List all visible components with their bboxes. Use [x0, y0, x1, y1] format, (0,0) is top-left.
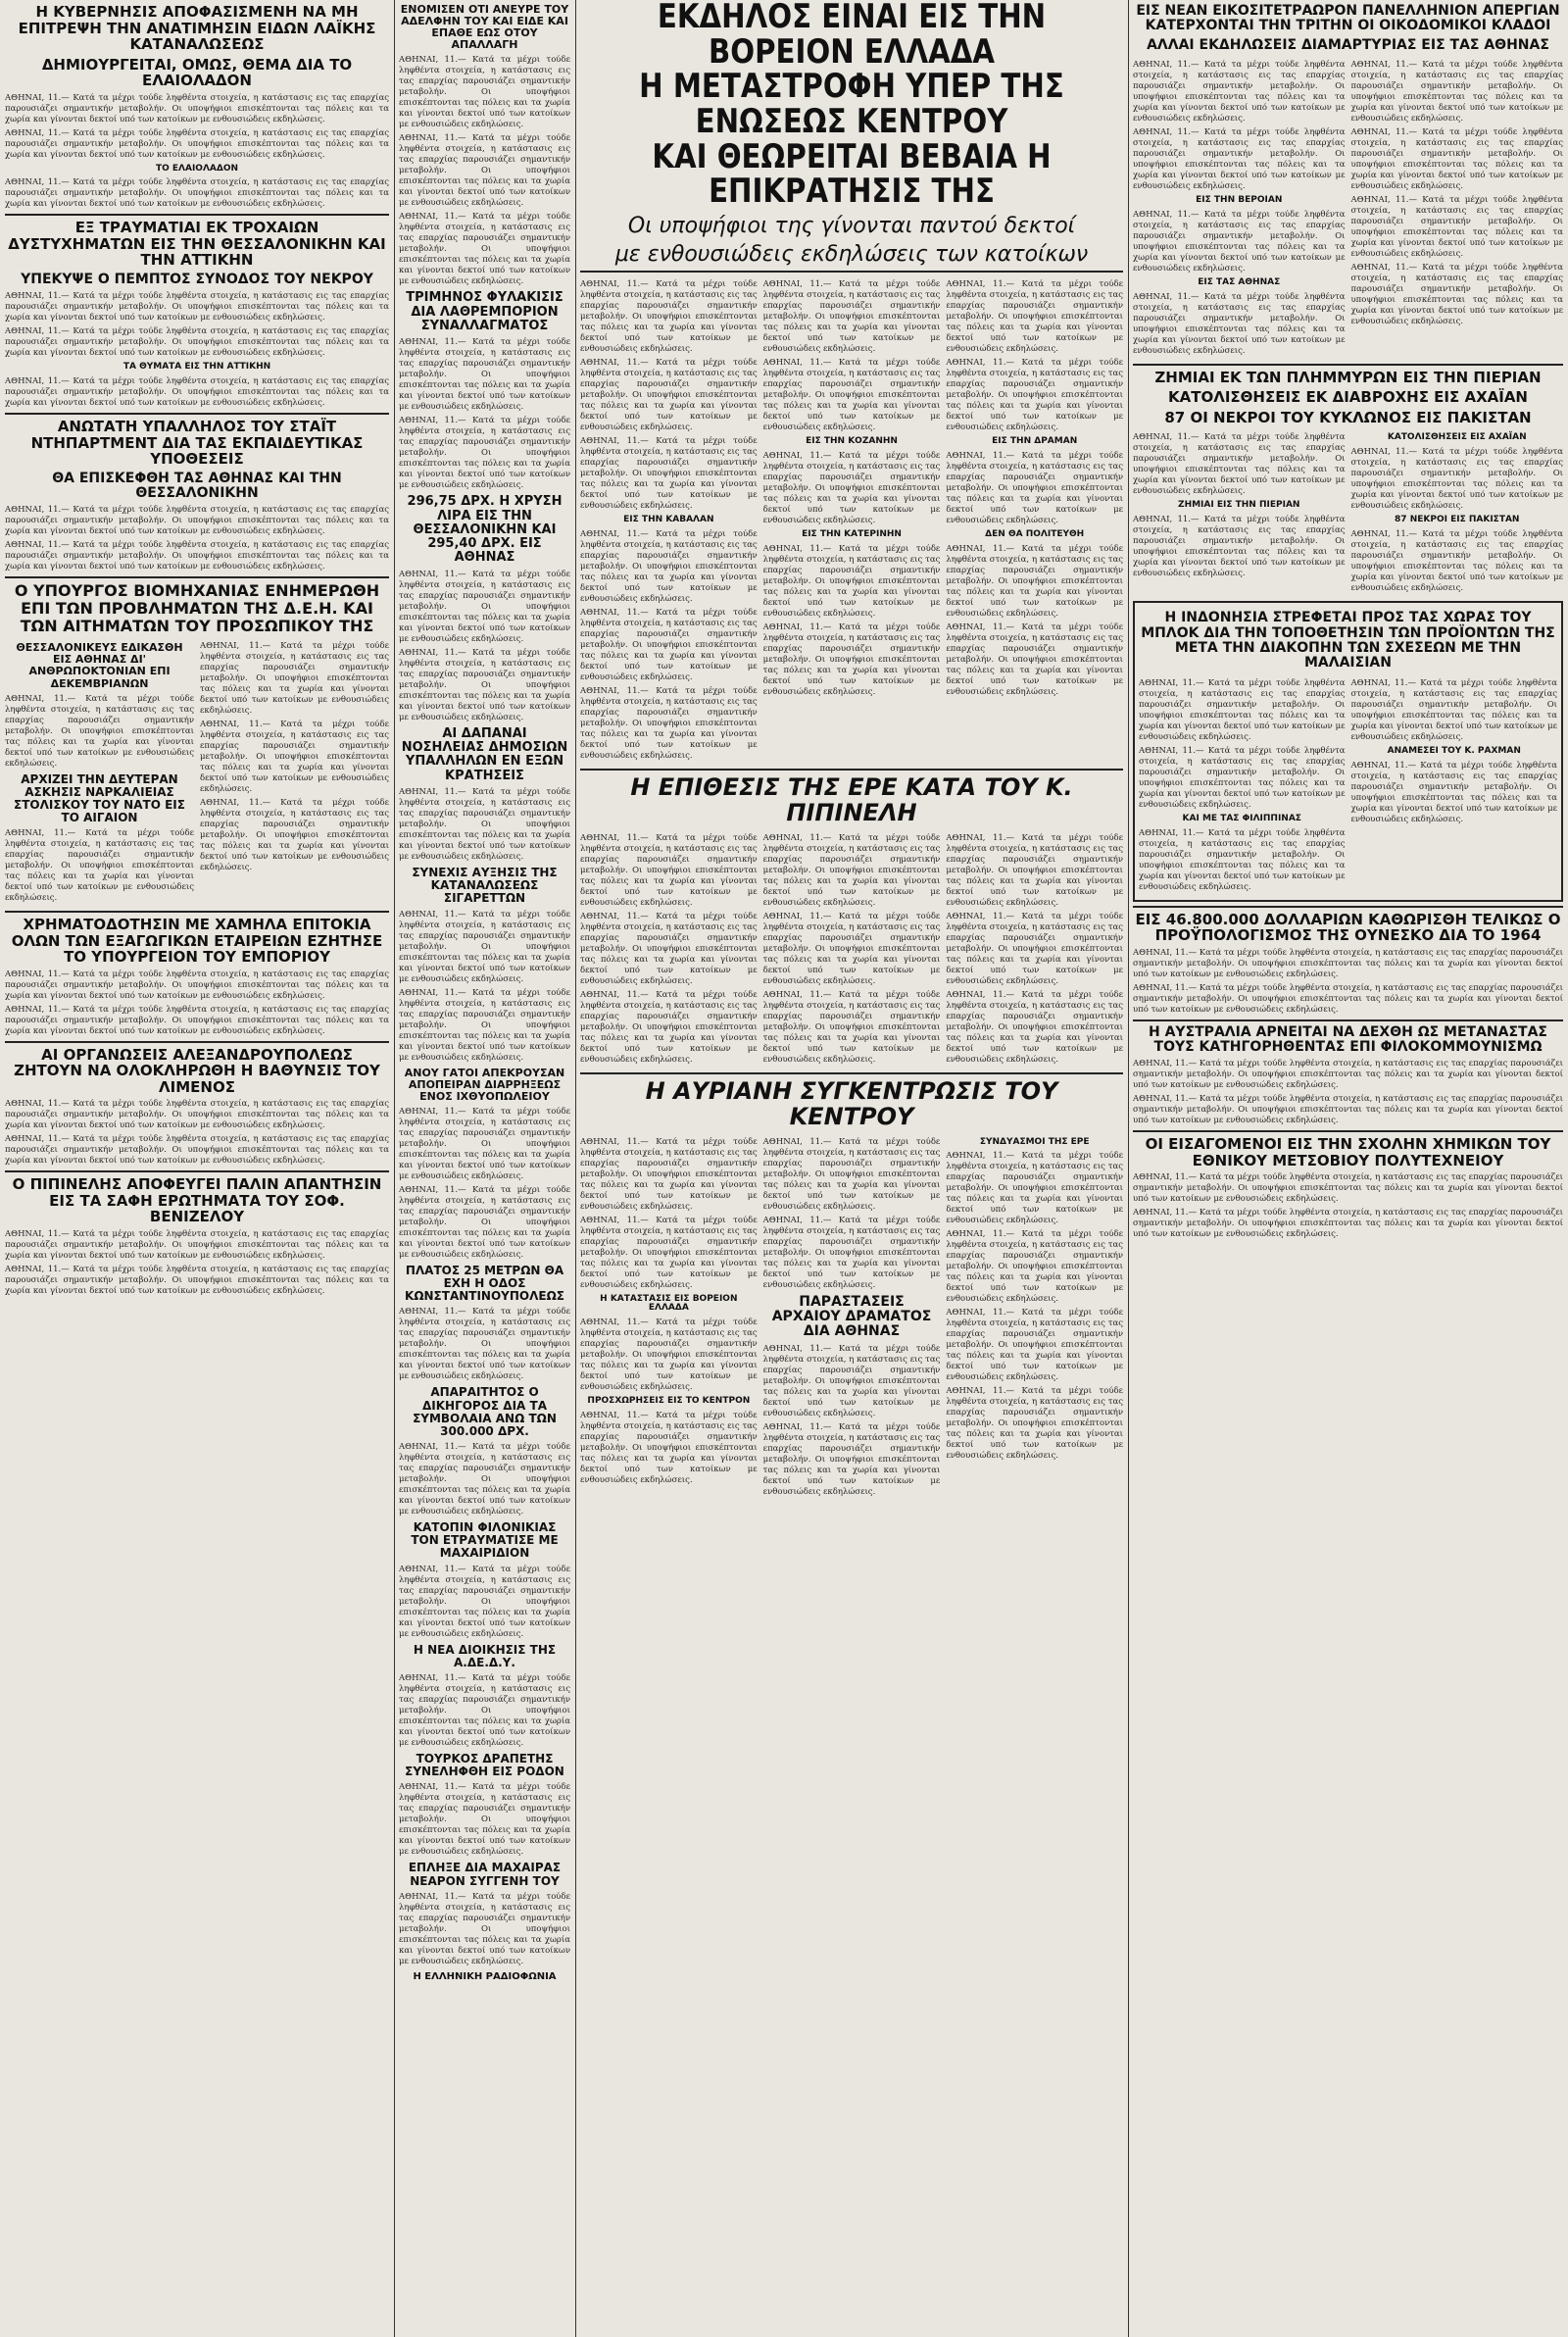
headline: ΕΙΣ 46.800.000 ΔΟΛΛΑΡΙΩΝ ΚΑΘΩΡΙΣΘΗ ΤΕΛΙΚΩΣ Ο ΠΡΟΫΠΟΛΟΓΙΣΜΟΣ ΤΗΣ ΟΥΝΕΣΚΟ ΔΙΑ ΤΟ 1964 — [1135, 910, 1561, 945]
article-text: ΑΘΗΝΑΙ, 11.— Κατά τα μέχρι τούδε ληφθέντα στοιχεία, η κατάστασις εις τας επαρχίας παρουσιάζει σημαντικήν μεταβολήν. Οι υποψήφιοι επισκέπτονται τας πόλεις και τα χωρία και γίνονται δεκτοί υπό των κατοίκων με ενθουσιώδεις εκδηλώσεις. — [1133, 432, 1346, 497]
article-text: ΑΘΗΝΑΙ, 11.— Κατά τα μέχρι τούδε ληφθέντα στοιχεία, η κατάστασις εις τας επαρχίας παρουσιάζει σημαντικήν μεταβολήν. Οι υποψήφιοι επισκέπτονται τας πόλεις και τα χωρία και γίνονται δεκτοί υπό των κατοίκων με ενθουσιώδεις εκδηλώσεις. — [399, 133, 570, 209]
article-text: ΑΘΗΝΑΙ, 11.— Κατά τα μέχρι τούδε ληφθέντα στοιχεία, η κατάστασις εις τας επαρχίας παρουσιάζει σημαντικήν μεταβολήν. Οι υποψήφιοι επισκέπτονται τας πόλεις και τα χωρία και γίνονται δεκτοί υπό των κατοίκων με ενθουσιώδεις εκδηλώσεις. — [5, 127, 389, 160]
divider — [580, 769, 1123, 771]
article-text: ΑΘΗΝΑΙ, 11.— Κατά τα μέχρι τούδε ληφθέντα στοιχεία, η κατάστασις εις τας επαρχίας παρουσιάζει σημαντικήν μεταβολήν. Οι υποψήφιοι επισκέπτονται τας πόλεις και τα χωρία και γίνονται δεκτοί υπό των κατοίκων με ενθουσιώδεις εκδηλώσεις. — [399, 569, 570, 644]
headline: ΠΛΑΤΟΣ 25 ΜΕΤΡΩΝ ΘΑ ΕΧΗ Η ΟΔΟΣ ΚΩΝΣΤΑΝΤΙΝΟΥΠΟΛΕΩΣ — [405, 1263, 564, 1304]
article-text: ΑΘΗΝΑΙ, 11.— Κατά τα μέχρι τούδε ληφθέντα στοιχεία, η κατάστασις εις τας επαρχίας παρουσιάζει σημαντικήν μεταβολήν. Οι υποψήφιοι επισκέπτονται τας πόλεις και τα χωρία και γίνονται δεκτοί υπό των κατοίκων με ενθουσιώδεις εκδηλώσεις. — [5, 969, 389, 1001]
article-text: ΑΘΗΝΑΙ, 11.— Κατά τα μέχρι τούδε ληφθέντα στοιχεία, η κατάστασις εις τας επαρχίας παρουσιάζει σημαντικήν μεταβολήν. Οι υποψήφιοι επισκέπτονται τας πόλεις και τα χωρία και γίνονται δεκτοί υπό των κατοίκων με ενθουσιώδεις εκδηλώσεις. — [5, 177, 389, 210]
headline: Η ΚΥΒΕΡΝΗΣΙΣ ΑΠΟΦΑΣΙΣΜΕΝΗ ΝΑ ΜΗ ΕΠΙΤΡΕΨΗ ΤΗΝ ΑΝΑΤΙΜΗΣΙΝ ΕΙΔΩΝ ΛΑΪΚΗΣ ΚΑΤΑΝΑΛΩΣΕΩΣ — [18, 3, 376, 53]
article-text: ΑΘΗΝΑΙ, 11.— Κατά τα μέχρι τούδε ληφθέντα στοιχεία, η κατάστασις εις τας επαρχίας παρουσιάζει σημαντικήν μεταβολήν. Οι υποψήφιοι επισκέπτονται τας πόλεις και τα χωρία και γίνονται δεκτοί υπό των κατοίκων με ενθουσιώδεις εκδηλώσεις. — [580, 1411, 758, 1486]
article-text: ΑΘΗΝΑΙ, 11.— Κατά τα μέχρι τούδε ληφθέντα στοιχεία, η κατάστασις εις τας επαρχίας παρουσιάζει σημαντικήν μεταβολήν. Οι υποψήφιοι επισκέπτονται τας πόλεις και τα χωρία και γίνονται δεκτοί υπό των κατοίκων με ενθουσιώδεις εκδηλώσεις. — [5, 1134, 389, 1167]
article-text: ΑΘΗΝΑΙ, 11.— Κατά τα μέχρι τούδε ληφθέντα στοιχεία, η κατάστασις εις τας επαρχίας παρουσιάζει σημαντικήν μεταβολήν. Οι υποψήφιοι επισκέπτονται τας πόλεις και τα χωρία και γίνονται δεκτοί υπό των κατοίκων με ενθουσιώδεις εκδηλώσεις. — [762, 451, 941, 526]
article-text: ΑΘΗΝΑΙ, 11.— Κατά τα μέχρι τούδε ληφθέντα στοιχεία, η κατάστασις εις τας επαρχίας παρουσιάζει σημαντικήν μεταβολήν. Οι υποψήφιοι επισκέπτονται τας πόλεις και τα χωρία και γίνονται δεκτοί υπό των κατοίκων με ενθουσιώδεις εκδηλώσεις. — [1133, 947, 1563, 979]
subhead: ΕΙΣ ΤΗΝ ΚΑΤΕΡΙΝΗΝ — [802, 529, 902, 540]
headline: ΕΞ ΤΡΑΥΜΑΤΙΑΙ ΕΚ ΤΡΟΧΑΙΩΝ ΔΥΣΤΥΧΗΜΑΤΩΝ ΕΙΣ ΤΗΝ ΘΕΣΣΑΛΟΝΙΚΗΝ ΚΑΙ ΤΗΝ ΑΤΤΙΚΗΝ — [8, 219, 386, 270]
headline: Η ΕΠΙΘΕΣΙΣ ΤΗΣ ΕΡΕ ΚΑΤΑ ΤΟΥ Κ. ΠΙΠΙΝΕΛΗ — [630, 773, 1073, 827]
divider — [1133, 1019, 1563, 1021]
article-text: ΑΘΗΝΑΙ, 11.— Κατά τα μέχρι τούδε ληφθέντα στοιχεία, η κατάστασις εις τας επαρχίας παρουσιάζει σημαντικήν μεταβολήν. Οι υποψήφιοι επισκέπτονται τας πόλεις και τα χωρία και γίνονται δεκτοί υπό των κατοίκων με ενθουσιώδεις εκδηλώσεις. — [580, 1136, 758, 1212]
article-text: ΑΘΗΝΑΙ, 11.— Κατά τα μέχρι τούδε ληφθέντα στοιχεία, η κατάστασις εις τας επαρχίας παρουσιάζει σημαντικήν μεταβολήν. Οι υποψήφιοι επισκέπτονται τας πόλεις και τα χωρία και γίνονται δεκτοί υπό των κατοίκων με ενθουσιώδεις εκδηλώσεις. — [946, 543, 1124, 619]
article-text: ΑΘΗΝΑΙ, 11.— Κατά τα μέχρι τούδε ληφθέντα στοιχεία, η κατάστασις εις τας επαρχίας παρουσιάζει σημαντικήν μεταβολήν. Οι υποψήφιοι επισκέπτονται τας πόλεις και τα χωρία και γίνονται δεκτοί υπό των κατοίκων με ενθουσιώδεις εκδηλώσεις. — [762, 911, 941, 986]
subhead: ΚΑΤΟΛΙΣΘΗΣΕΙΣ ΕΙΣ ΑΧΑΪΑΝ — [1387, 432, 1527, 443]
article-text: ΑΘΗΝΑΙ, 11.— Κατά τα μέχρι τούδε ληφθέντα στοιχεία, η κατάστασις εις τας επαρχίας παρουσιάζει σημαντικήν μεταβολήν. Οι υποψήφιοι επισκέπτονται τας πόλεις και τα χωρία και γίνονται δεκτοί υπό των κατοίκων με ενθουσιώδεις εκδηλώσεις. — [580, 529, 758, 605]
subhead: 87 ΝΕΚΡΟΙ ΕΙΣ ΠΑΚΙΣΤΑΝ — [1395, 515, 1520, 525]
article-text: ΑΘΗΝΑΙ, 11.— Κατά τα μέχρι τούδε ληφθέντα στοιχεία, η κατάστασις εις τας επαρχίας παρουσιάζει σημαντικήν μεταβολήν. Οι υποψήφιοι επισκέπτονται τας πόλεις και τα χωρία και γίνονται δεκτοί υπό των κατοίκων με ενθουσιώδεις εκδηλώσεις. — [200, 720, 389, 795]
article-text: ΑΘΗΝΑΙ, 11.— Κατά τα μέχρι τούδε ληφθέντα στοιχεία, η κατάστασις εις τας επαρχίας παρουσιάζει σημαντικήν μεταβολήν. Οι υποψήφιοι επισκέπτονται τας πόλεις και τα χωρία και γίνονται δεκτοί υπό των κατοίκων με ενθουσιώδεις εκδηλώσεις. — [1350, 127, 1563, 192]
article-text: ΑΘΗΝΑΙ, 11.— Κατά τα μέχρι τούδε ληφθέντα στοιχεία, η κατάστασις εις τας επαρχίας παρουσιάζει σημαντικήν μεταβολήν. Οι υποψήφιοι επισκέπτονται τας πόλεις και τα χωρία και γίνονται δεκτοί υπό των κατοίκων με ενθουσιώδεις εκδηλώσεις. — [580, 279, 758, 355]
divider — [5, 1041, 389, 1043]
headline: ΟΙ ΕΙΣΑΓΟΜΕΝΟΙ ΕΙΣ ΤΗΝ ΣΧΟΛΗΝ ΧΗΜΙΚΩΝ ΤΟΥ ΕΘΝΙΚΟΥ ΜΕΤΣΟΒΙΟΥ ΠΟΛΥΤΕΧΝΕΙΟΥ — [1145, 1135, 1551, 1169]
headline: ΤΡΙΜΗΝΟΣ ΦΥΛΑΚΙΣΙΣ ΔΙΑ ΛΑΘΡΕΜΠΟΡΙΟΝ ΣΥΝΑΛΛΑΓΜΑΤΟΣ — [406, 290, 564, 333]
article-text: ΑΘΗΝΑΙ, 11.— Κατά τα μέχρι τούδε ληφθέντα στοιχεία, η κατάστασις εις τας επαρχίας παρουσιάζει σημαντικήν μεταβολήν. Οι υποψήφιοι επισκέπτονται τας πόλεις και τα χωρία και γίνονται δεκτοί υπό των κατοίκων με ενθουσιώδεις εκδηλώσεις. — [580, 1318, 758, 1393]
article-text: ΑΘΗΝΑΙ, 11.— Κατά τα μέχρι τούδε ληφθέντα στοιχεία, η κατάστασις εις τας επαρχίας παρουσιάζει σημαντικήν μεταβολήν. Οι υποψήφιοι επισκέπτονται τας πόλεις και τα χωρία και γίνονται δεκτοί υπό των κατοίκων με ενθουσιώδεις εκδηλώσεις. — [1139, 677, 1346, 742]
headline: 87 ΟΙ ΝΕΚΡΟΙ ΤΟΥ ΚΥΚΛΩΝΟΣ ΕΙΣ ΠΑΚΙΣΤΑΝ — [1164, 408, 1532, 426]
article-text: ΑΘΗΝΑΙ, 11.— Κατά τα μέχρι τούδε ληφθέντα στοιχεία, η κατάστασις εις τας επαρχίας παρουσιάζει σημαντικήν μεταβολήν. Οι υποψήφιοι επισκέπτονται τας πόλεις και τα χωρία και γίνονται δεκτοί υπό των κατοίκων με ενθουσιώδεις εκδηλώσεις. — [762, 1343, 941, 1418]
lead-headline: ΚΑΙ ΘΕΩΡΕΙΤΑΙ ΒΕΒΑΙΑ Η ΕΠΙΚΡΑΤΗΣΙΣ ΤΗΣ — [652, 136, 1052, 212]
article-text: ΑΘΗΝΑΙ, 11.— Κατά τα μέχρι τούδε ληφθέντα στοιχεία, η κατάστασις εις τας επαρχίας παρουσιάζει σημαντικήν μεταβολήν. Οι υποψήφιοι επισκέπτονται τας πόλεις και τα χωρία και γίνονται δεκτοί υπό των κατοίκων με ενθουσιώδεις εκδηλώσεις. — [399, 1782, 570, 1858]
headline: ΚΑΤΟΠΙΝ ΦΙΛΟΝΙΚΙΑΣ ΤΟΝ ΕΤΡΑΥΜΑΤΙΣΕ ΜΕ ΜΑΧΑΙΡΙΔΙΟΝ — [411, 1520, 559, 1561]
article-text: ΑΘΗΝΑΙ, 11.— Κατά τα μέχρι τούδε ληφθέντα στοιχεία, η κατάστασις εις τας επαρχίας παρουσιάζει σημαντικήν μεταβολήν. Οι υποψήφιοι επισκέπτονται τας πόλεις και τα χωρία και γίνονται δεκτοί υπό των κατοίκων με ενθουσιώδεις εκδηλώσεις. — [946, 1151, 1124, 1226]
article-text: ΑΘΗΝΑΙ, 11.— Κατά τα μέχρι τούδε ληφθέντα στοιχεία, η κατάστασις εις τας επαρχίας παρουσιάζει σημαντικήν μεταβολήν. Οι υποψήφιοι επισκέπτονται τας πόλεις και τα χωρία και γίνονται δεκτοί υπό των κατοίκων με ενθουσιώδεις εκδηλώσεις. — [5, 92, 389, 124]
headline: ΑΝΩΤΑΤΗ ΥΠΑΛΛΗΛΟΣ ΤΟΥ ΣΤΑΪΤ ΝΤΗΠΑΡΤΜΕΝΤ ΔΙΑ ΤΑΣ ΕΚΠΑΙΔΕΥΤΙΚΑΣ ΥΠΟΘΕΣΕΙΣ — [30, 418, 364, 469]
article-text: ΑΘΗΝΑΙ, 11.— Κατά τα μέχρι τούδε ληφθέντα στοιχεία, η κατάστασις εις τας επαρχίας παρουσιάζει σημαντικήν μεταβολήν. Οι υποψήφιοι επισκέπτονται τας πόλεις και τα χωρία και γίνονται δεκτοί υπό των κατοίκων με ενθουσιώδεις εκδηλώσεις. — [399, 212, 570, 287]
headline: ΣΥΝΕΧΙΣ ΑΥΞΗΣΙΣ ΤΗΣ ΚΑΤΑΝΑΛΩΣΕΩΣ ΣΙΓΑΡΕΤΤΩΝ — [412, 865, 558, 906]
subhead: ΕΙΣ ΤΗΝ ΚΑΒΑΛΑΝ — [623, 515, 714, 525]
article-text: ΑΘΗΝΑΙ, 11.— Κατά τα μέχρι τούδε ληφθέντα στοιχεία, η κατάστασις εις τας επαρχίας παρουσιάζει σημαντικήν μεταβολήν. Οι υποψήφιοι επισκέπτονται τας πόλεις και τα χωρία και γίνονται δεκτοί υπό των κατοίκων με ενθουσιώδεις εκδηλώσεις. — [580, 1215, 758, 1290]
article-text: ΑΘΗΝΑΙ, 11.— Κατά τα μέχρι τούδε ληφθέντα στοιχεία, η κατάστασις εις τας επαρχίας παρουσιάζει σημαντικήν μεταβολήν. Οι υποψήφιοι επισκέπτονται τας πόλεις και τα χωρία και γίνονται δεκτοί υπό των κατοίκων με ενθουσιώδεις εκδηλώσεις. — [946, 451, 1124, 526]
lead-headline: Η ΜΕΤΑΣΤΡΟΦΗ ΥΠΕΡ ΤΗΣ ΕΝΩΣΕΩΣ ΚΕΝΤΡΟΥ — [639, 67, 1064, 142]
article-text: ΑΘΗΝΑΙ, 11.— Κατά τα μέχρι τούδε ληφθέντα στοιχεία, η κατάστασις εις τας επαρχίας παρουσιάζει σημαντικήν μεταβολήν. Οι υποψήφιοι επισκέπτονται τας πόλεις και τα χωρία και γίνονται δεκτοί υπό των κατοίκων με ενθουσιώδεις εκδηλώσεις. — [399, 1442, 570, 1517]
article-text: ΑΘΗΝΑΙ, 11.— Κατά τα μέχρι τούδε ληφθέντα στοιχεία, η κατάστασις εις τας επαρχίας παρουσιάζει σημαντικήν μεταβολήν. Οι υποψήφιοι επισκέπτονται τας πόλεις και τα χωρία και γίνονται δεκτοί υπό των κατοίκων με ενθουσιώδεις εκδηλώσεις. — [762, 279, 941, 355]
article-text: ΑΘΗΝΑΙ, 11.— Κατά τα μέχρι τούδε ληφθέντα στοιχεία, η κατάστασις εις τας επαρχίας παρουσιάζει σημαντικήν μεταβολήν. Οι υποψήφιοι επισκέπτονται τας πόλεις και τα χωρία και γίνονται δεκτοί υπό των κατοίκων με ενθουσιώδεις εκδηλώσεις. — [5, 505, 389, 537]
article-text: ΑΘΗΝΑΙ, 11.— Κατά τα μέχρι τούδε ληφθέντα στοιχεία, η κατάστασις εις τας επαρχίας παρουσιάζει σημαντικήν μεταβολήν. Οι υποψήφιοι επισκέπτονται τας πόλεις και τα χωρία και γίνονται δεκτοί υπό των κατοίκων με ενθουσιώδεις εκδηλώσεις. — [5, 1264, 389, 1296]
article-text: ΑΘΗΝΑΙ, 11.— Κατά τα μέχρι τούδε ληφθέντα στοιχεία, η κατάστασις εις τας επαρχίας παρουσιάζει σημαντικήν μεταβολήν. Οι υποψήφιοι επισκέπτονται τας πόλεις και τα χωρία και γίνονται δεκτοί υπό των κατοίκων με ενθουσιώδεις εκδηλώσεις. — [946, 622, 1124, 697]
article-text: ΑΘΗΝΑΙ, 11.— Κατά τα μέχρι τούδε ληφθέντα στοιχεία, η κατάστασις εις τας επαρχίας παρουσιάζει σημαντικήν μεταβολήν. Οι υποψήφιοι επισκέπτονται τας πόλεις και τα χωρία και γίνονται δεκτοί υπό των κατοίκων με ενθουσιώδεις εκδηλώσεις. — [946, 358, 1124, 433]
article-text: ΑΘΗΝΑΙ, 11.— Κατά τα μέχρι τούδε ληφθέντα στοιχεία, η κατάστασις εις τας επαρχίας παρουσιάζει σημαντικήν μεταβολήν. Οι υποψήφιοι επισκέπτονται τας πόλεις και τα χωρία και γίνονται δεκτοί υπό των κατοίκων με ενθουσιώδεις εκδηλώσεις. — [762, 622, 941, 697]
article-text: ΑΘΗΝΑΙ, 11.— Κατά τα μέχρι τούδε ληφθέντα στοιχεία, η κατάστασις εις τας επαρχίας παρουσιάζει σημαντικήν μεταβολήν. Οι υποψήφιοι επισκέπτονται τας πόλεις και τα χωρία και γίνονται δεκτοί υπό των κατοίκων με ενθουσιώδεις εκδηλώσεις. — [5, 1004, 389, 1036]
subhead: ΠΡΟΣΧΩΡΗΣΕΙΣ ΕΙΣ ΤΟ ΚΕΝΤΡΟΝ — [587, 1396, 751, 1407]
boxed-article — [1133, 601, 1563, 901]
article-text: ΑΘΗΝΑΙ, 11.— Κατά τα μέχρι τούδε ληφθέντα στοιχεία, η κατάστασις εις τας επαρχίας παρουσιάζει σημαντικήν μεταβολήν. Οι υποψήφιοι επισκέπτονται τας πόλεις και τα χωρία και γίνονται δεκτοί υπό των κατοίκων με ενθουσιώδεις εκδηλώσεις. — [5, 291, 389, 323]
article-text: ΑΘΗΝΑΙ, 11.— Κατά τα μέχρι τούδε ληφθέντα στοιχεία, η κατάστασις εις τας επαρχίας παρουσιάζει σημαντικήν μεταβολήν. Οι υποψήφιοι επισκέπτονται τας πόλεις και τα χωρία και γίνονται δεκτοί υπό των κατοίκων με ενθουσιώδεις εκδηλώσεις. — [1133, 1059, 1563, 1091]
article-text: ΑΘΗΝΑΙ, 11.— Κατά τα μέχρι τούδε ληφθέντα στοιχεία, η κατάστασις εις τας επαρχίας παρουσιάζει σημαντικήν μεταβολήν. Οι υποψήφιοι επισκέπτονται τας πόλεις και τα χωρία και γίνονται δεκτοί υπό των κατοίκων με ενθουσιώδεις εκδηλώσεις. — [1350, 195, 1563, 260]
article-text: ΑΘΗΝΑΙ, 11.— Κατά τα μέχρι τούδε ληφθέντα στοιχεία, η κατάστασις εις τας επαρχίας παρουσιάζει σημαντικήν μεταβολήν. Οι υποψήφιοι επισκέπτονται τας πόλεις και τα χωρία και γίνονται δεκτοί υπό των κατοίκων με ενθουσιώδεις εκδηλώσεις. — [399, 987, 570, 1063]
subhead: ΔΕΝ ΘΑ ΠΟΛΙΤΕΥΘΗ — [985, 529, 1085, 540]
article-text: ΑΘΗΝΑΙ, 11.— Κατά τα μέχρι τούδε ληφθέντα στοιχεία, η κατάστασις εις τας επαρχίας παρουσιάζει σημαντικήν μεταβολήν. Οι υποψήφιοι επισκέπτονται τας πόλεις και τα χωρία και γίνονται δεκτοί υπό των κατοίκων με ενθουσιώδεις εκδηλώσεις. — [1350, 529, 1563, 594]
article-text: ΑΘΗΝΑΙ, 11.— Κατά τα μέχρι τούδε ληφθέντα στοιχεία, η κατάστασις εις τας επαρχίας παρουσιάζει σημαντικήν μεταβολήν. Οι υποψήφιοι επισκέπτονται τας πόλεις και τα χωρία και γίνονται δεκτοί υπό των κατοίκων με ενθουσιώδεις εκδηλώσεις. — [5, 693, 194, 769]
divider — [5, 1170, 389, 1172]
divider — [5, 576, 389, 578]
headline: 296,75 ΔΡΧ. Η ΧΡΥΣΗ ΛΙΡΑ ΕΙΣ ΤΗΝ ΘΕΣΣΑΛΟΝΙΚΗΝ ΚΑΙ 295,40 ΔΡΧ. ΕΙΣ ΑΘΗΝΑΣ — [407, 494, 563, 566]
lead-subtitle: Οι υποψήφιοι της γίνονται παντού δεκτοί — [627, 214, 1076, 239]
article-text: ΑΘΗΝΑΙ, 11.— Κατά τα μέχρι τούδε ληφθέντα στοιχεία, η κατάστασις εις τας επαρχίας παρουσιάζει σημαντικήν μεταβολήν. Οι υποψήφιοι επισκέπτονται τας πόλεις και τα χωρία και γίνονται δεκτοί υπό των κατοίκων με ενθουσιώδεις εκδηλώσεις. — [399, 1307, 570, 1382]
article-text: ΑΘΗΝΑΙ, 11.— Κατά τα μέχρι τούδε ληφθέντα στοιχεία, η κατάστασις εις τας επαρχίας παρουσιάζει σημαντικήν μεταβολήν. Οι υποψήφιοι επισκέπτονται τας πόλεις και τα χωρία και γίνονται δεκτοί υπό των κατοίκων με ενθουσιώδεις εκδηλώσεις. — [200, 641, 389, 717]
article-text: ΑΘΗΝΑΙ, 11.— Κατά τα μέχρι τούδε ληφθέντα στοιχεία, η κατάστασις εις τας επαρχίας παρουσιάζει σημαντικήν μεταβολήν. Οι υποψήφιοι επισκέπτονται τας πόλεις και τα χωρία και γίνονται δεκτοί υπό των κατοίκων με ενθουσιώδεις εκδηλώσεις. — [1133, 1208, 1563, 1240]
article-text: ΑΘΗΝΑΙ, 11.— Κατά τα μέχρι τούδε ληφθέντα στοιχεία, η κατάστασις εις τας επαρχίας παρουσιάζει σημαντικήν μεταβολήν. Οι υποψήφιοι επισκέπτονται τας πόλεις και τα χωρία και γίνονται δεκτοί υπό των κατοίκων με ενθουσιώδεις εκδηλώσεις. — [946, 1308, 1124, 1383]
article-text: ΑΘΗΝΑΙ, 11.— Κατά τα μέχρι τούδε ληφθέντα στοιχεία, η κατάστασις εις τας επαρχίας παρουσιάζει σημαντικήν μεταβολήν. Οι υποψήφιοι επισκέπτονται τας πόλεις και τα χωρία και γίνονται δεκτοί υπό των κατοίκων με ενθουσιώδεις εκδηλώσεις. — [399, 1106, 570, 1181]
column-center — [575, 0, 1128, 2337]
article-text: ΑΘΗΝΑΙ, 11.— Κατά τα μέχρι τούδε ληφθέντα στοιχεία, η κατάστασις εις τας επαρχίας παρουσιάζει σημαντικήν μεταβολήν. Οι υποψήφιοι επισκέπτονται τας πόλεις και τα χωρία και γίνονται δεκτοί υπό των κατοίκων με ενθουσιώδεις εκδηλώσεις. — [762, 358, 941, 433]
article-text: ΑΘΗΝΑΙ, 11.— Κατά τα μέχρι τούδε ληφθέντα στοιχεία, η κατάστασις εις τας επαρχίας παρουσιάζει σημαντικήν μεταβολήν. Οι υποψήφιοι επισκέπτονται τας πόλεις και τα χωρία και γίνονται δεκτοί υπό των κατοίκων με ενθουσιώδεις εκδηλώσεις. — [580, 358, 758, 433]
headline: ΧΡΗΜΑΤΟΔΟΤΗΣΙΝ ΜΕ ΧΑΜΗΛΑ ΕΠΙΤΟΚΙΑ ΟΛΩΝ ΤΩΝ ΕΞΑΓΩΓΙΚΩΝ ΕΤΑΙΡΕΙΩΝ ΕΖΗΤΗΣΕ ΤΟ ΥΠΟΥΡΓΕΙΟΝ ΤΟΥ ΕΜΠΟΡΙΟΥ — [11, 916, 383, 967]
article-text: ΑΘΗΝΑΙ, 11.— Κατά τα μέχρι τούδε ληφθέντα στοιχεία, η κατάστασις εις τας επαρχίας παρουσιάζει σημαντικήν μεταβολήν. Οι υποψήφιοι επισκέπτονται τας πόλεις και τα χωρία και γίνονται δεκτοί υπό των κατοίκων με ενθουσιώδεις εκδηλώσεις. — [1139, 827, 1346, 892]
headline: ΥΠΕΚΥΨΕ Ο ΠΕΜΠΤΟΣ ΣΥΝΟΔΟΣ ΤΟΥ ΝΕΚΡΟΥ — [21, 271, 373, 287]
headline: ΠΑΡΑΣΤΑΣΕΙΣ ΑΡΧΑΙΟΥ ΔΡΑΜΑΤΟΣ ΔΙΑ ΑΘΗΝΑΣ — [771, 1293, 932, 1340]
article-text: ΑΘΗΝΑΙ, 11.— Κατά τα μέχρι τούδε ληφθέντα στοιχεία, η κατάστασις εις τας επαρχίας παρουσιάζει σημαντικήν μεταβολήν. Οι υποψήφιοι επισκέπτονται τας πόλεις και τα χωρία και γίνονται δεκτοί υπό των κατοίκων με ενθουσιώδεις εκδηλώσεις. — [1350, 263, 1563, 327]
article-text: ΑΘΗΝΑΙ, 11.— Κατά τα μέχρι τούδε ληφθέντα στοιχεία, η κατάστασις εις τας επαρχίας παρουσιάζει σημαντικήν μεταβολήν. Οι υποψήφιοι επισκέπτονται τας πόλεις και τα χωρία και γίνονται δεκτοί υπό των κατοίκων με ενθουσιώδεις εκδηλώσεις. — [762, 989, 941, 1065]
article-text: ΑΘΗΝΑΙ, 11.— Κατά τα μέχρι τούδε ληφθέντα στοιχεία, η κατάστασις εις τας επαρχίας παρουσιάζει σημαντικήν μεταβολήν. Οι υποψήφιοι επισκέπτονται τας πόλεις και τα χωρία και γίνονται δεκτοί υπό των κατοίκων με ενθουσιώδεις εκδηλώσεις. — [580, 686, 758, 762]
headline: Ο ΥΠΟΥΡΓΟΣ ΒΙΟΜΗΧΑΝΙΑΣ ΕΝΗΜΕΡΩΘΗ ΕΠΙ ΤΩΝ ΠΡΟΒΛΗΜΑΤΩΝ ΤΗΣ Δ.Ε.Η. ΚΑΙ ΤΩΝ ΑΙΤΗΜΑΤΩΝ ΤΟΥ ΠΡΟΣΩΠΙΚΟΥ ΤΗΣ — [14, 581, 380, 635]
article-text: ΑΘΗΝΑΙ, 11.— Κατά τα μέχρι τούδε ληφθέντα στοιχεία, η κατάστασις εις τας επαρχίας παρουσιάζει σημαντικήν μεταβολήν. Οι υποψήφιοι επισκέπτονται τας πόλεις και τα χωρία και γίνονται δεκτοί υπό των κατοίκων με ενθουσιώδεις εκδηλώσεις. — [946, 1386, 1124, 1462]
article-text: ΑΘΗΝΑΙ, 11.— Κατά τα μέχρι τούδε ληφθέντα στοιχεία, η κατάστασις εις τας επαρχίας παρουσιάζει σημαντικήν μεταβολήν. Οι υποψήφιοι επισκέπτονται τας πόλεις και τα χωρία και γίνονται δεκτοί υπό των κατοίκων με ενθουσιώδεις εκδηλώσεις. — [946, 911, 1124, 986]
article-text: ΑΘΗΝΑΙ, 11.— Κατά τα μέχρι τούδε ληφθέντα στοιχεία, η κατάστασις εις τας επαρχίας παρουσιάζει σημαντικήν μεταβολήν. Οι υποψήφιοι επισκέπτονται τας πόλεις και τα χωρία και γίνονται δεκτοί υπό των κατοίκων με ενθουσιώδεις εκδηλώσεις. — [5, 828, 194, 904]
article-text: ΑΘΗΝΑΙ, 11.— Κατά τα μέχρι τούδε ληφθέντα στοιχεία, η κατάστασις εις τας επαρχίας παρουσιάζει σημαντικήν μεταβολήν. Οι υποψήφιοι επισκέπτονται τας πόλεις και τα χωρία και γίνονται δεκτοί υπό των κατοίκων με ενθουσιώδεις εκδηλώσεις. — [1350, 60, 1563, 124]
headline: ΕΠΛΗΞΕ ΔΙΑ ΜΑΧΑΙΡΑΣ ΝΕΑΡΟΝ ΣΥΓΓΕΝΗ ΤΟΥ — [408, 1861, 562, 1888]
article-text: ΑΘΗΝΑΙ, 11.— Κατά τα μέχρι τούδε ληφθέντα στοιχεία, η κατάστασις εις τας επαρχίας παρουσιάζει σημαντικήν μεταβολήν. Οι υποψήφιοι επισκέπτονται τας πόλεις και τα χωρία και γίνονται δεκτοί υπό των κατοίκων με ενθουσιώδεις εκδηλώσεις. — [946, 1229, 1124, 1305]
article-text: ΑΘΗΝΑΙ, 11.— Κατά τα μέχρι τούδε ληφθέντα στοιχεία, η κατάστασις εις τας επαρχίας παρουσιάζει σημαντικήν μεταβολήν. Οι υποψήφιοι επισκέπτονται τας πόλεις και τα χωρία και γίνονται δεκτοί υπό των κατοίκων με ενθουσιώδεις εκδηλώσεις. — [399, 1673, 570, 1749]
headline: ΑΡΧΙΖΕΙ ΤΗΝ ΔΕΥΤΕΡΑΝ ΑΣΚΗΣΙΣ ΝΑΡΚΑΛΙΕΙΑΣ ΣΤΟΛΙΣΚΟΥ ΤΟΥ ΝΑΤΟ ΕΙΣ ΤΟ ΑΙΓΑΙΟΝ — [14, 771, 185, 825]
article-text: ΑΘΗΝΑΙ, 11.— Κατά τα μέχρι τούδε ληφθέντα στοιχεία, η κατάστασις εις τας επαρχίας παρουσιάζει σημαντικήν μεταβολήν. Οι υποψήφιοι επισκέπτονται τας πόλεις και τα χωρία και γίνονται δεκτοί υπό των κατοίκων με ενθουσιώδεις εκδηλώσεις. — [1133, 1172, 1563, 1205]
headline: Η ΝΕΑ ΔΙΟΙΚΗΣΙΣ ΤΗΣ Α.ΔΕ.Δ.Υ. — [413, 1642, 557, 1669]
article-text: ΑΘΗΝΑΙ, 11.— Κατά τα μέχρι τούδε ληφθέντα στοιχεία, η κατάστασις εις τας επαρχίας παρουσιάζει σημαντικήν μεταβολήν. Οι υποψήφιοι επισκέπτονται τας πόλεις και τα χωρία και γίνονται δεκτοί υπό των κατοίκων με ενθουσιώδεις εκδηλώσεις. — [946, 989, 1124, 1065]
lead-headline: ΕΚΔΗΛΟΣ ΕΙΝΑΙ ΕΙΣ ΤΗΝ ΒΟΡΕΙΟΝ ΕΛΛΑΔΑ — [657, 0, 1047, 72]
article-text: ΑΘΗΝΑΙ, 11.— Κατά τα μέχρι τούδε ληφθέντα στοιχεία, η κατάστασις εις τας επαρχίας παρουσιάζει σημαντικήν μεταβολήν. Οι υποψήφιοι επισκέπτονται τας πόλεις και τα χωρία και γίνονται δεκτοί υπό των κατοίκων με ενθουσιώδεις εκδηλώσεις. — [1133, 515, 1346, 579]
headline: Ο ΠΙΠΙΝΕΛΗΣ ΑΠΟΦΕΥΓΕΙ ΠΑΛΙΝ ΑΠΑΝΤΗΣΙΝ ΕΙΣ ΤΑ ΣΑΦΗ ΕΡΩΤΗΜΑΤΑ ΤΟΥ ΣΟΦ. ΒΕΝΙΖΕΛΟΥ — [12, 1175, 382, 1226]
subhead: ΣΥΝΔΥΑΣΜΟΙ ΤΗΣ ΕΡΕ — [979, 1136, 1090, 1147]
headline: Η ΕΛΛΗΝΙΚΗ ΡΑΔΙΟΦΩΝΙΑ — [413, 1970, 557, 1982]
article-text: ΑΘΗΝΑΙ, 11.— Κατά τα μέχρι τούδε ληφθέντα στοιχεία, η κατάστασις εις τας επαρχίας παρουσιάζει σημαντικήν μεταβολήν. Οι υποψήφιοι επισκέπτονται τας πόλεις και τα χωρία και γίνονται δεκτοί υπό των κατοίκων με ενθουσιώδεις εκδηλώσεις. — [1350, 447, 1563, 512]
headline: ΚΑΤΟΛΙΣΘΗΣΕΙΣ ΕΚ ΔΙΑΒΡΟΧΗΣ ΕΙΣ ΑΧΑΪΑΝ — [1168, 388, 1528, 407]
column-left — [0, 0, 394, 2337]
headline: Η ΙΝΔΟΝΗΣΙΑ ΣΤΡΕΦΕΤΑΙ ΠΡΟΣ ΤΑΣ ΧΩΡΑΣ ΤΟΥ ΜΠΛΟΚ ΔΙΑ ΤΗΝ ΤΟΠΟΘΕΤΗΣΙΝ ΤΩΝ ΠΡΟΪΟΝΤΩΝ ΤΗΣ ΜΕΤΑ ΤΗΝ ΔΙΑΚΟΠΗΝ ΤΩΝ ΣΧΕΣΕΩΝ ΜΕ ΤΗΝ ΜΑΛΑΙΣΙΑΝ — [1141, 610, 1555, 671]
headline: ΑΙ ΟΡΓΑΝΩΣΕΙΣ ΑΛΕΞΑΝΔΡΟΥΠΟΛΕΩΣ ΖΗΤΟΥΝ ΝΑ ΟΛΟΚΛΗΡΩΘΗ Η ΒΑΘΥΝΣΙΣ ΤΟΥ ΛΙΜΕΝΟΣ — [14, 1045, 380, 1096]
headline: ΘΑ ΕΠΙΣΚΕΦΘΗ ΤΑΣ ΑΘΗΝΑΣ ΚΑΙ ΤΗΝ ΘΕΣΣΑΛΟΝΙΚΗΝ — [52, 470, 342, 502]
article-text: ΑΘΗΝΑΙ, 11.— Κατά τα μέχρι τούδε ληφθέντα στοιχεία, η κατάστασις εις τας επαρχίας παρουσιάζει σημαντικήν μεταβολήν. Οι υποψήφιοι επισκέπτονται τας πόλεις και τα χωρία και γίνονται δεκτοί υπό των κατοίκων με ενθουσιώδεις εκδηλώσεις. — [1133, 210, 1346, 274]
article-text: ΑΘΗΝΑΙ, 11.— Κατά τα μέχρι τούδε ληφθέντα στοιχεία, η κατάστασις εις τας επαρχίας παρουσιάζει σημαντικήν μεταβολήν. Οι υποψήφιοι επισκέπτονται τας πόλεις και τα χωρία και γίνονται δεκτοί υπό των κατοίκων με ενθουσιώδεις εκδηλώσεις. — [1133, 1094, 1563, 1126]
subhead: ΕΙΣ ΤΑΣ ΑΘΗΝΑΣ — [1198, 277, 1281, 288]
headline: Η ΑΥΡΙΑΝΗ ΣΥΓΚΕΝΤΡΩΣΙΣ ΤΟΥ ΚΕΝΤΡΟΥ — [645, 1076, 1058, 1131]
divider — [1133, 906, 1563, 908]
subhead: ΚΑΙ ΜΕ ΤΑΣ ΦΙΛΙΠΠΙΝΑΣ — [1182, 813, 1301, 823]
article-text: ΑΘΗΝΑΙ, 11.— Κατά τα μέχρι τούδε ληφθέντα στοιχεία, η κατάστασις εις τας επαρχίας παρουσιάζει σημαντικήν μεταβολήν. Οι υποψήφιοι επισκέπτονται τας πόλεις και τα χωρία και γίνονται δεκτοί υπό των κατοίκων με ενθουσιώδεις εκδηλώσεις. — [399, 909, 570, 984]
article-text: ΑΘΗΝΑΙ, 11.— Κατά τα μέχρι τούδε ληφθέντα στοιχεία, η κατάστασις εις τας επαρχίας παρουσιάζει σημαντικήν μεταβολήν. Οι υποψήφιοι επισκέπτονται τας πόλεις και τα χωρία και γίνονται δεκτοί υπό των κατοίκων με ενθουσιώδεις εκδηλώσεις. — [5, 1099, 389, 1131]
article-text: ΑΘΗΝΑΙ, 11.— Κατά τα μέχρι τούδε ληφθέντα στοιχεία, η κατάστασις εις τας επαρχίας παρουσιάζει σημαντικήν μεταβολήν. Οι υποψήφιοι επισκέπτονται τας πόλεις και τα χωρία και γίνονται δεκτοί υπό των κατοίκων με ενθουσιώδεις εκδηλώσεις. — [762, 1215, 941, 1290]
subhead: ΕΙΣ ΤΗΝ ΚΟΖΑΝΗΝ — [806, 436, 898, 447]
headline: ΑΛΛΑΙ ΕΚΔΗΛΩΣΕΙΣ ΔΙΑΜΑΡΤΥΡΙΑΣ ΕΙΣ ΤΑΣ ΑΘΗΝΑΣ — [1147, 36, 1549, 53]
article-text: ΑΘΗΝΑΙ, 11.— Κατά τα μέχρι τούδε ληφθέντα στοιχεία, η κατάστασις εις τας επαρχίας παρουσιάζει σημαντικήν μεταβολήν. Οι υποψήφιοι επισκέπτονται τας πόλεις και τα χωρία και γίνονται δεκτοί υπό των κατοίκων με ενθουσιώδεις εκδηλώσεις. — [580, 911, 758, 986]
article-text: ΑΘΗΝΑΙ, 11.— Κατά τα μέχρι τούδε ληφθέντα στοιχεία, η κατάστασις εις τας επαρχίας παρουσιάζει σημαντικήν μεταβολήν. Οι υποψήφιοι επισκέπτονται τας πόλεις και τα χωρία και γίνονται δεκτοί υπό των κατοίκων με ενθουσιώδεις εκδηλώσεις. — [1133, 127, 1346, 192]
article-text: ΑΘΗΝΑΙ, 11.— Κατά τα μέχρι τούδε ληφθέντα στοιχεία, η κατάστασις εις τας επαρχίας παρουσιάζει σημαντικήν μεταβολήν. Οι υποψήφιοι επισκέπτονται τας πόλεις και τα χωρία και γίνονται δεκτοί υπό των κατοίκων με ενθουσιώδεις εκδηλώσεις. — [1350, 677, 1557, 742]
article-text: ΑΘΗΝΑΙ, 11.— Κατά τα μέχρι τούδε ληφθέντα στοιχεία, η κατάστασις εις τας επαρχίας παρουσιάζει σημαντικήν μεταβολήν. Οι υποψήφιοι επισκέπτονται τας πόλεις και τα χωρία και γίνονται δεκτοί υπό των κατοίκων με ενθουσιώδεις εκδηλώσεις. — [762, 1421, 941, 1497]
article-text: ΑΘΗΝΑΙ, 11.— Κατά τα μέχρι τούδε ληφθέντα στοιχεία, η κατάστασις εις τας επαρχίας παρουσιάζει σημαντικήν μεταβολήν. Οι υποψήφιοι επισκέπτονται τας πόλεις και τα χωρία και γίνονται δεκτοί υπό των κατοίκων με ενθουσιώδεις εκδηλώσεις. — [1139, 745, 1346, 810]
article-text: ΑΘΗΝΑΙ, 11.— Κατά τα μέχρι τούδε ληφθέντα στοιχεία, η κατάστασις εις τας επαρχίας παρουσιάζει σημαντικήν μεταβολήν. Οι υποψήφιοι επισκέπτονται τας πόλεις και τα χωρία και γίνονται δεκτοί υπό των κατοίκων με ενθουσιώδεις εκδηλώσεις. — [5, 326, 389, 359]
column-right — [1128, 0, 1568, 2337]
divider — [5, 214, 389, 216]
subhead: ΑΝΑΜΕΣΕΙ ΤΟΥ Κ. ΡΑΧΜΑΝ — [1387, 745, 1521, 756]
headline: ΔΗΜΙΟΥΡΓΕΙΤΑΙ, ΟΜΩΣ, ΘΕΜΑ ΔΙΑ ΤΟ ΕΛΑΙΟΛΑΔΟΝ — [41, 55, 353, 89]
article-text: ΑΘΗΝΑΙ, 11.— Κατά τα μέχρι τούδε ληφθέντα στοιχεία, η κατάστασις εις τας επαρχίας παρουσιάζει σημαντικήν μεταβολήν. Οι υποψήφιοι επισκέπτονται τας πόλεις και τα χωρία και γίνονται δεκτοί υπό των κατοίκων με ενθουσιώδεις εκδηλώσεις. — [1133, 291, 1346, 356]
article-text: ΑΘΗΝΑΙ, 11.— Κατά τα μέχρι τούδε ληφθέντα στοιχεία, η κατάστασις εις τας επαρχίας παρουσιάζει σημαντικήν μεταβολήν. Οι υποψήφιοι επισκέπτονται τας πόλεις και τα χωρία και γίνονται δεκτοί υπό των κατοίκων με ενθουσιώδεις εκδηλώσεις. — [762, 543, 941, 619]
article-text: ΑΘΗΝΑΙ, 11.— Κατά τα μέχρι τούδε ληφθέντα στοιχεία, η κατάστασις εις τας επαρχίας παρουσιάζει σημαντικήν μεταβολήν. Οι υποψήφιοι επισκέπτονται τας πόλεις και τα χωρία και γίνονται δεκτοί υπό των κατοίκων με ενθουσιώδεις εκδηλώσεις. — [946, 279, 1124, 355]
headline: ΤΟΥΡΚΟΣ ΔΡΑΠΕΤΗΣ ΣΥΝΕΛΗΦΘΗ ΕΙΣ ΡΟΔΟΝ — [405, 1752, 564, 1779]
headline: ΑΙ ΔΑΠΑΝΑΙ ΝΟΣΗΛΕΙΑΣ ΔΗΜΟΣΙΩΝ ΥΠΑΛΛΗΛΩΝ ΕΝ ΕΞΩΝ ΚΡΑΤΗΣΕΙΣ — [401, 725, 568, 783]
subhead: Η ΚΑΤΑΣΤΑΣΙΣ ΕΙΣ ΒΟΡΕΙΟΝ ΕΛΛΑΔΑ — [600, 1293, 738, 1314]
article-text: ΑΘΗΝΑΙ, 11.— Κατά τα μέχρι τούδε ληφθέντα στοιχεία, η κατάστασις εις τας επαρχίας παρουσιάζει σημαντικήν μεταβολήν. Οι υποψήφιοι επισκέπτονται τας πόλεις και τα χωρία και γίνονται δεκτοί υπό των κατοίκων με ενθουσιώδεις εκδηλώσεις. — [5, 540, 389, 572]
article-text: ΑΘΗΝΑΙ, 11.— Κατά τα μέχρι τούδε ληφθέντα στοιχεία, η κατάστασις εις τας επαρχίας παρουσιάζει σημαντικήν μεταβολήν. Οι υποψήφιοι επισκέπτονται τας πόλεις και τα χωρία και γίνονται δεκτοί υπό των κατοίκων με ενθουσιώδεις εκδηλώσεις. — [399, 337, 570, 413]
headline: ΖΗΜΙΑΙ ΕΚ ΤΩΝ ΠΛΗΜΜΥΡΩΝ ΕΙΣ ΤΗΝ ΠΙΕΡΙΑΝ — [1154, 368, 1542, 386]
headline: ΕΝΟΜΙΣΕΝ ΟΤΙ ΑΝΕΥΡΕ ΤΟΥ ΑΔΕΛΦΗΝ ΤΟΥ ΚΑΙ ΕΙΔΕ ΚΑΙ ΕΠΑΘΕ ΕΩΣ ΟΤΟΥ ΑΠΑΛΛΑΓΗ — [400, 3, 569, 52]
divider — [580, 271, 1123, 273]
column-second — [394, 0, 575, 2337]
article-text: ΑΘΗΝΑΙ, 11.— Κατά τα μέχρι τούδε ληφθέντα στοιχεία, η κατάστασις εις τας επαρχίας παρουσιάζει σημαντικήν μεταβολήν. Οι υποψήφιοι επισκέπτονται τας πόλεις και τα χωρία και γίνονται δεκτοί υπό των κατοίκων με ενθουσιώδεις εκδηλώσεις. — [946, 832, 1124, 908]
article-text: ΑΘΗΝΑΙ, 11.— Κατά τα μέχρι τούδε ληφθέντα στοιχεία, η κατάστασις εις τας επαρχίας παρουσιάζει σημαντικήν μεταβολήν. Οι υποψήφιοι επισκέπτονται τας πόλεις και τα χωρία και γίνονται δεκτοί υπό των κατοίκων με ενθουσιώδεις εκδηλώσεις. — [5, 1228, 389, 1261]
divider — [580, 1072, 1123, 1074]
divider — [1133, 1130, 1563, 1132]
divider — [5, 911, 389, 913]
subhead: ΕΙΣ ΤΗΝ ΔΡΑΜΑΝ — [992, 436, 1078, 447]
subhead: ΤΟ ΕΛΑΙΟΛΑΔΟΝ — [155, 163, 239, 174]
article-text: ΑΘΗΝΑΙ, 11.— Κατά τα μέχρι τούδε ληφθέντα στοιχεία, η κατάστασις εις τας επαρχίας παρουσιάζει σημαντικήν μεταβολήν. Οι υποψήφιοι επισκέπτονται τας πόλεις και τα χωρία και γίνονται δεκτοί υπό των κατοίκων με ενθουσιώδεις εκδηλώσεις. — [399, 1564, 570, 1639]
article-text: ΑΘΗΝΑΙ, 11.— Κατά τα μέχρι τούδε ληφθέντα στοιχεία, η κατάστασις εις τας επαρχίας παρουσιάζει σημαντικήν μεταβολήν. Οι υποψήφιοι επισκέπτονται τας πόλεις και τα χωρία και γίνονται δεκτοί υπό των κατοίκων με ενθουσιώδεις εκδηλώσεις. — [399, 1891, 570, 1966]
article-text: ΑΘΗΝΑΙ, 11.— Κατά τα μέχρι τούδε ληφθέντα στοιχεία, η κατάστασις εις τας επαρχίας παρουσιάζει σημαντικήν μεταβολήν. Οι υποψήφιοι επισκέπτονται τας πόλεις και τα χωρία και γίνονται δεκτοί υπό των κατοίκων με ενθουσιώδεις εκδηλώσεις. — [1350, 760, 1557, 824]
article-text: ΑΘΗΝΑΙ, 11.— Κατά τα μέχρι τούδε ληφθέντα στοιχεία, η κατάστασις εις τας επαρχίας παρουσιάζει σημαντικήν μεταβολήν. Οι υποψήφιοι επισκέπτονται τας πόλεις και τα χωρία και γίνονται δεκτοί υπό των κατοίκων με ενθουσιώδεις εκδηλώσεις. — [5, 376, 389, 409]
subhead: ΤΑ ΘΥΜΑΤΑ ΕΙΣ ΤΗΝ ΑΤΤΙΚΗΝ — [122, 362, 271, 373]
subhead: ΕΙΣ ΤΗΝ ΒΕΡΟΙΑΝ — [1196, 195, 1283, 206]
lead-subtitle: με ενθουσιώδεις εκδηλώσεις των κατοίκων — [614, 242, 1089, 268]
subhead: ΖΗΜΙΑΙ ΕΙΣ ΤΗΝ ΠΙΕΡΙΑΝ — [1178, 500, 1300, 511]
article-text: ΑΘΗΝΑΙ, 11.— Κατά τα μέχρι τούδε ληφθέντα στοιχεία, η κατάστασις εις τας επαρχίας παρουσιάζει σημαντικήν μεταβολήν. Οι υποψήφιοι επισκέπτονται τας πόλεις και τα χωρία και γίνονται δεκτοί υπό των κατοίκων με ενθουσιώδεις εκδηλώσεις. — [580, 989, 758, 1065]
article-text: ΑΘΗΝΑΙ, 11.— Κατά τα μέχρι τούδε ληφθέντα στοιχεία, η κατάστασις εις τας επαρχίας παρουσιάζει σημαντικήν μεταβολήν. Οι υποψήφιοι επισκέπτονται τας πόλεις και τα χωρία και γίνονται δεκτοί υπό των κατοίκων με ενθουσιώδεις εκδηλώσεις. — [580, 832, 758, 908]
article-text: ΑΘΗΝΑΙ, 11.— Κατά τα μέχρι τούδε ληφθέντα στοιχεία, η κατάστασις εις τας επαρχίας παρουσιάζει σημαντικήν μεταβολήν. Οι υποψήφιοι επισκέπτονται τας πόλεις και τα χωρία και γίνονται δεκτοί υπό των κατοίκων με ενθουσιώδεις εκδηλώσεις. — [399, 416, 570, 491]
article-text: ΑΘΗΝΑΙ, 11.— Κατά τα μέχρι τούδε ληφθέντα στοιχεία, η κατάστασις εις τας επαρχίας παρουσιάζει σημαντικήν μεταβολήν. Οι υποψήφιοι επισκέπτονται τας πόλεις και τα χωρία και γίνονται δεκτοί υπό των κατοίκων με ενθουσιώδεις εκδηλώσεις. — [1133, 982, 1563, 1015]
headline: Η ΑΥΣΤΡΑΛΙΑ ΑΡΝΕΙΤΑΙ ΝΑ ΔΕΧΘΗ ΩΣ ΜΕΤΑΝΑΣΤΑΣ ΤΟΥΣ ΚΑΤΗΓΟΡΗΘΕΝΤΑΣ ΕΠΙ ΦΙΛΟΚΟΜΜΟΥΝΙΣΜΩ — [1149, 1023, 1547, 1056]
article-text: ΑΘΗΝΑΙ, 11.— Κατά τα μέχρι τούδε ληφθέντα στοιχεία, η κατάστασις εις τας επαρχίας παρουσιάζει σημαντικήν μεταβολήν. Οι υποψήφιοι επισκέπτονται τας πόλεις και τα χωρία και γίνονται δεκτοί υπό των κατοίκων με ενθουσιώδεις εκδηλώσεις. — [1133, 60, 1346, 124]
headline: ΑΝΟΥ ΓΑΤΟΙ ΑΠΕΚΡΟΥΣΑΝ ΑΠΟΠΕΙΡΑΝ ΔΙΑΡΡΗΞΕΩΣ ΕΝΟΣ ΙΧΘΥΟΠΩΛΕΙΟΥ — [404, 1066, 565, 1103]
headline: ΑΠΑΡΑΙΤΗΤΟΣ Ο ΔΙΚΗΓΟΡΟΣ ΔΙΑ ΤΑ ΣΥΜΒΟΛΑΙΑ ΑΝΩ ΤΩΝ 300.000 ΔΡΧ. — [413, 1385, 557, 1438]
headline: ΘΕΣΣΑΛΟΝΙΚΕΥΣ ΕΔΙΚΑΣΘΗ ΕΙΣ ΑΘΗΝΑΣ ΔΙ' ΑΝΘΡΩΠΟΚΤΟΝΙΑΝ ΕΠΙ ΔΕΚΕΜΒΡΙΑΝΩΝ — [16, 641, 183, 690]
article-text: ΑΘΗΝΑΙ, 11.— Κατά τα μέχρι τούδε ληφθέντα στοιχεία, η κατάστασις εις τας επαρχίας παρουσιάζει σημαντικήν μεταβολήν. Οι υποψήφιοι επισκέπτονται τας πόλεις και τα χωρία και γίνονται δεκτοί υπό των κατοίκων με ενθουσιώδεις εκδηλώσεις. — [399, 647, 570, 722]
headline: ΕΙΣ ΝΕΑΝ ΕΙΚΟΣΙΤΕΤΡΑΩΡΟΝ ΠΑΝΕΛΛΗΝΙΟΝ ΑΠΕΡΓΙΑΝ ΚΑΤΕΡΧΟΝΤΑΙ ΤΗΝ ΤΡΙΤΗΝ ΟΙ ΟΙΚΟΔΟΜΙΚΟΙ ΚΛΑΔΟΙ — [1136, 3, 1560, 34]
article-text: ΑΘΗΝΑΙ, 11.— Κατά τα μέχρι τούδε ληφθέντα στοιχεία, η κατάστασις εις τας επαρχίας παρουσιάζει σημαντικήν μεταβολήν. Οι υποψήφιοι επισκέπτονται τας πόλεις και τα χωρία και γίνονται δεκτοί υπό των κατοίκων με ενθουσιώδεις εκδηλώσεις. — [399, 1184, 570, 1260]
article-text: ΑΘΗΝΑΙ, 11.— Κατά τα μέχρι τούδε ληφθέντα στοιχεία, η κατάστασις εις τας επαρχίας παρουσιάζει σημαντικήν μεταβολήν. Οι υποψήφιοι επισκέπτονται τας πόλεις και τα χωρία και γίνονται δεκτοί υπό των κατοίκων με ενθουσιώδεις εκδηλώσεις. — [580, 436, 758, 512]
divider — [5, 413, 389, 415]
article-text: ΑΘΗΝΑΙ, 11.— Κατά τα μέχρι τούδε ληφθέντα στοιχεία, η κατάστασις εις τας επαρχίας παρουσιάζει σημαντικήν μεταβολήν. Οι υποψήφιοι επισκέπτονται τας πόλεις και τα χωρία και γίνονται δεκτοί υπό των κατοίκων με ενθουσιώδεις εκδηλώσεις. — [200, 798, 389, 873]
article-text: ΑΘΗΝΑΙ, 11.— Κατά τα μέχρι τούδε ληφθέντα στοιχεία, η κατάστασις εις τας επαρχίας παρουσιάζει σημαντικήν μεταβολήν. Οι υποψήφιοι επισκέπτονται τας πόλεις και τα χωρία και γίνονται δεκτοί υπό των κατοίκων με ενθουσιώδεις εκδηλώσεις. — [762, 1136, 941, 1212]
divider — [1133, 364, 1563, 366]
article-text: ΑΘΗΝΑΙ, 11.— Κατά τα μέχρι τούδε ληφθέντα στοιχεία, η κατάστασις εις τας επαρχίας παρουσιάζει σημαντικήν μεταβολήν. Οι υποψήφιοι επισκέπτονται τας πόλεις και τα χωρία και γίνονται δεκτοί υπό των κατοίκων με ενθουσιώδεις εκδηλώσεις. — [399, 55, 570, 130]
article-text: ΑΘΗΝΑΙ, 11.— Κατά τα μέχρι τούδε ληφθέντα στοιχεία, η κατάστασις εις τας επαρχίας παρουσιάζει σημαντικήν μεταβολήν. Οι υποψήφιοι επισκέπτονται τας πόλεις και τα χωρία και γίνονται δεκτοί υπό των κατοίκων με ενθουσιώδεις εκδηλώσεις. — [762, 832, 941, 908]
article-text: ΑΘΗΝΑΙ, 11.— Κατά τα μέχρι τούδε ληφθέντα στοιχεία, η κατάστασις εις τας επαρχίας παρουσιάζει σημαντικήν μεταβολήν. Οι υποψήφιοι επισκέπτονται τας πόλεις και τα χωρία και γίνονται δεκτοί υπό των κατοίκων με ενθουσιώδεις εκδηλώσεις. — [399, 786, 570, 862]
article-text: ΑΘΗΝΑΙ, 11.— Κατά τα μέχρι τούδε ληφθέντα στοιχεία, η κατάστασις εις τας επαρχίας παρουσιάζει σημαντικήν μεταβολήν. Οι υποψήφιοι επισκέπτονται τας πόλεις και τα χωρία και γίνονται δεκτοί υπό των κατοίκων με ενθουσιώδεις εκδηλώσεις. — [580, 608, 758, 683]
